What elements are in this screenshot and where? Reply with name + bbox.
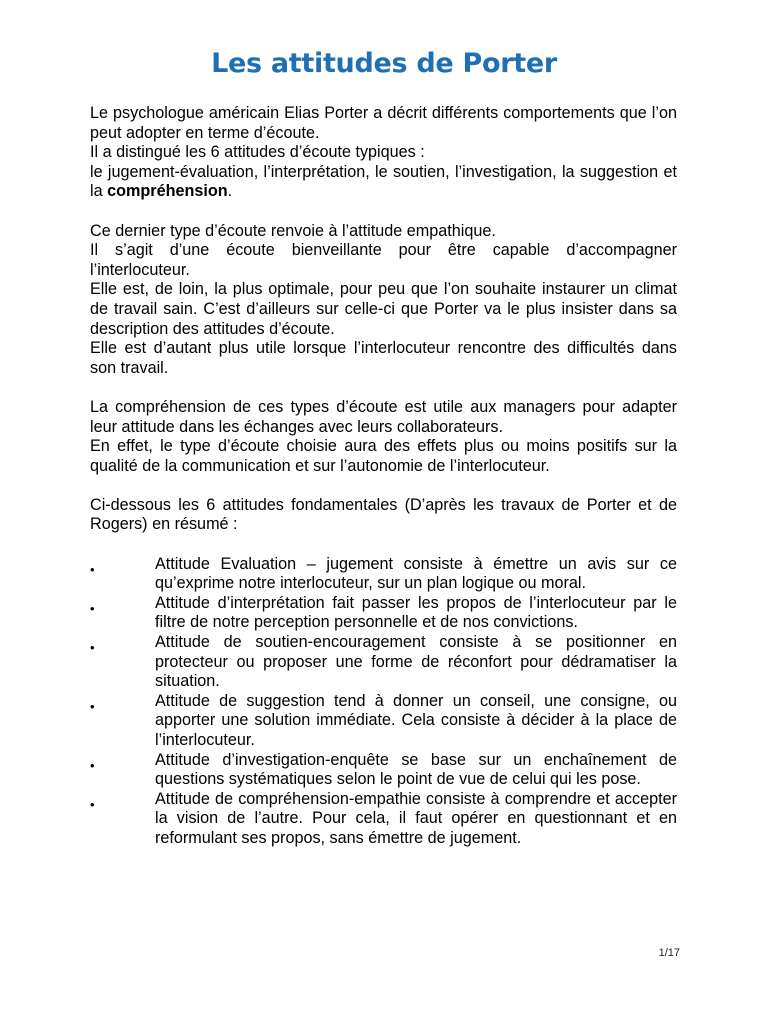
list-item (90, 594, 677, 633)
paragraph-gap (90, 535, 677, 555)
bullet-icon: • (90, 600, 95, 616)
intro-paragraph-1: Le psychologue américain Elias Porter a décrit différents comportements que l’on peut adopter en terme d’écoute. (90, 104, 677, 142)
paragraph-gap (90, 202, 677, 222)
list-item (90, 692, 677, 751)
paragraph-gap (90, 476, 677, 496)
section2-paragraph-1: Ce dernier type d’écoute renvoie à l’attitude empathique. (90, 221, 496, 240)
list-item-text: Attitude d’interprétation fait passer les propos de l’interlocuteur par le filtre de notre perception personnelle et de nos convictions. (155, 593, 677, 632)
list-item (90, 633, 677, 692)
list-item-text: Attitude Evaluation – jugement consiste à émettre un avis sur ce qu’exprime notre interlocuteur, sur un plan logique ou moral. (155, 554, 677, 593)
bullet-icon: • (90, 698, 95, 714)
paragraph-gap (90, 378, 677, 398)
section2-paragraph-4: Elle est d’autant plus utile lorsque l’interlocuteur rencontre des difficultés dans son travail. (90, 339, 677, 377)
bullet-icon: • (90, 640, 95, 656)
section2-paragraph-2: Il s’agit d’une écoute bienveillante pour être capable d’accompagner l’interlocuteur. (90, 241, 677, 279)
list-item-text: Attitude de compréhension-empathie consiste à comprendre et accepter la vision de l’autre. Pour cela, il faut opérer en questionnant et en reformulant ses propos, sans émettre de jugement. (155, 789, 677, 847)
list-item-text: Attitude de suggestion tend à donner un conseil, une consigne, ou apporter une solution immédiate. Cela consiste à décider à la place de l’interlocuteur. (155, 691, 677, 749)
section2-paragraph-3: Elle est, de loin, la plus optimale, pour peu que l’on souhaite instaurer un climat de travail sain. C’est d’ailleurs sur celle-ci que Porter va le plus insister dans sa description des attitudes d’écoute. (90, 280, 677, 338)
section3-paragraph-2: En effet, le type d’écoute choisie aura des effets plus ou moins positifs sur la qualité de la communication et sur l’autonomie de l’interlocuteur. (90, 437, 677, 475)
intro-paragraph-3-end: . (227, 182, 233, 201)
section3-paragraph-1: La compréhension de ces types d’écoute est utile aux managers pour adapter leur attitude dans les échanges avec leurs collaborateurs. (90, 397, 677, 436)
list-item (90, 790, 677, 849)
page-title: Les attitudes de Porter (211, 48, 557, 79)
list-item-text: Attitude de soutien-encouragement consiste à se positionner en protecteur ou proposer une forme de réconfort pour dédramatiser la situation. (155, 633, 677, 691)
document-body (90, 104, 677, 849)
intro-paragraph-3-text: le jugement-évaluation, l’interprétation, le soutien, l’investigation, la suggestion et la (90, 162, 677, 201)
section4-paragraph-1: Ci-dessous les 6 attitudes fondamentales (D’après les travaux de Porter et de Rogers) en résumé : (90, 495, 677, 534)
intro-paragraph-3 (90, 163, 677, 202)
bullet-icon: • (90, 796, 95, 812)
list-item-text: Attitude d’investigation-enquête se base sur un enchaînement de questions systématiques selon le point de vue de celui qui les pose. (155, 750, 677, 789)
page-number: 1/17 (658, 947, 680, 959)
intro-paragraph-2: Il a distingué les 6 attitudes d’écoute typiques : (90, 143, 425, 162)
bullet-icon: • (90, 561, 95, 577)
emphasis-comprehension: compréhension (107, 182, 228, 201)
bullet-icon: • (90, 757, 95, 773)
attitudes-list (90, 555, 677, 849)
list-item (90, 555, 677, 594)
list-item (90, 751, 677, 790)
